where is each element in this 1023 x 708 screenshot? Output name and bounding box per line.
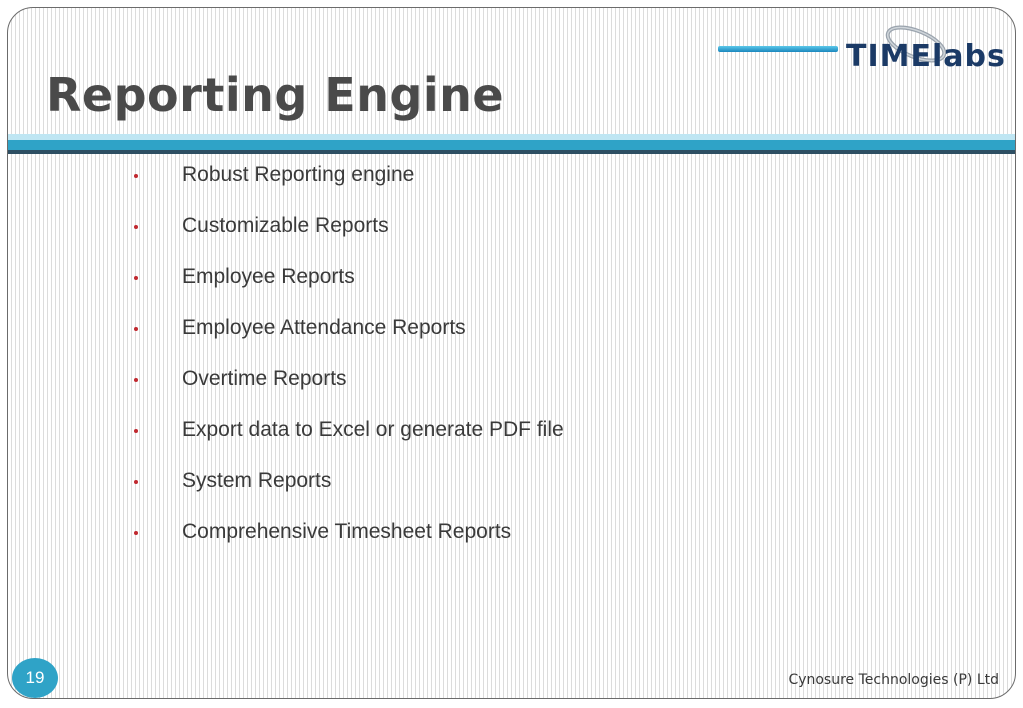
bullet-dot-icon: [134, 327, 138, 331]
slide-title: Reporting Engine: [46, 68, 505, 122]
bullet-text: Robust Reporting engine: [182, 163, 415, 186]
bullet-item: [8, 214, 708, 246]
logo-text: [846, 22, 1006, 74]
timelabs-logo: [718, 18, 1008, 74]
bullet-item: [8, 265, 708, 297]
bullet-item: [8, 163, 708, 195]
bullet-item: [8, 367, 708, 399]
bullet-text: Employee Reports: [182, 265, 355, 288]
bullet-text: Customizable Reports: [182, 214, 389, 237]
bullet-dot-icon: [134, 429, 138, 433]
footer-company: Cynosure Technologies (P) Ltd: [788, 672, 999, 688]
header-band: [8, 140, 1015, 150]
bullet-text: Employee Attendance Reports: [182, 316, 466, 339]
bullet-text: System Reports: [182, 469, 332, 492]
bullet-text: Comprehensive Timesheet Reports: [182, 520, 512, 543]
bullet-text: Export data to Excel or generate PDF file: [182, 418, 564, 441]
bullet-item: [8, 469, 708, 501]
bullet-dot-icon: [134, 378, 138, 382]
logo-text-labs: labs: [931, 39, 1006, 74]
bullet-dot-icon: [134, 225, 138, 229]
bullet-dot-icon: [134, 480, 138, 484]
header-band-dark: [8, 150, 1015, 154]
slide: [7, 7, 1016, 699]
logo-text-time: TIME: [846, 39, 932, 74]
bullet-item: [8, 316, 708, 348]
bullet-item: [8, 520, 708, 552]
bullet-dot-icon: [134, 276, 138, 280]
bullet-dot-icon: [134, 174, 138, 178]
logo-accent-line: [718, 46, 838, 52]
bullet-item: [8, 418, 708, 450]
bullet-text: Overtime Reports: [182, 367, 347, 390]
page-number-badge: 19: [12, 658, 58, 698]
bullet-dot-icon: [134, 531, 138, 535]
